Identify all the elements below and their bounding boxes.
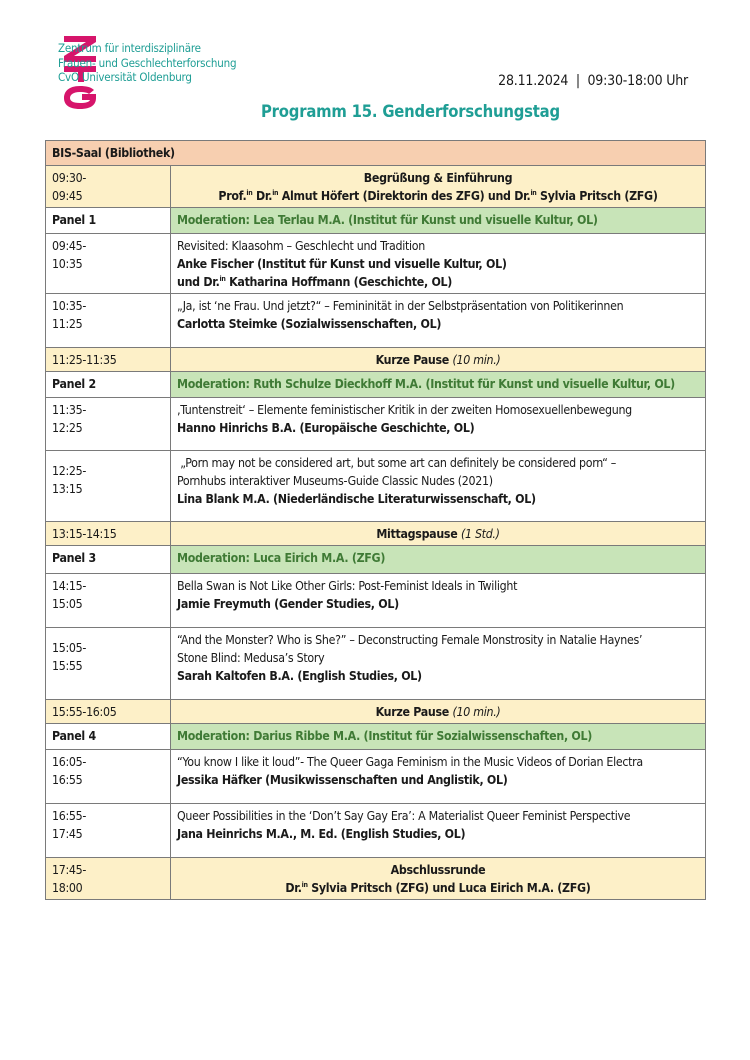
talk-content: [171, 294, 706, 348]
talk-content: [171, 804, 706, 858]
superscript: in: [246, 189, 253, 197]
break-content: [171, 348, 706, 372]
welcome-speakers: [177, 187, 699, 205]
talk-speaker: Anke Fischer (Institut für Kunst und visuelle Kultur, OL): [177, 257, 507, 271]
time-start: 16:55-: [52, 809, 87, 823]
talk-title: “You know I like it loud”- The Queer Gaga Feminism in the Music Videos of Dorian Electra: [177, 755, 643, 769]
time-start: 12:25-: [52, 464, 87, 478]
time-end: 15:05: [52, 597, 83, 611]
break-label: Kurze Pause: [375, 705, 449, 719]
panel-1-moderation: Moderation: Lea Terlau M.A. (Institut für Kunst und visuelle Kultur, OL): [171, 208, 706, 234]
talk-time: [46, 234, 171, 294]
speaker-text: Sylvia Pritsch (ZFG) und Luca Eirich M.A. (ZFG): [307, 881, 591, 895]
talk-time: [46, 628, 171, 700]
panel-1-label: Panel 1: [46, 208, 171, 234]
talk-title: Queer Possibilities in the ‘Don’t Say Gay Era’: A Materialist Queer Feminist Perspective: [177, 809, 631, 823]
superscript: in: [530, 189, 537, 197]
talk-row: [46, 628, 706, 700]
talk-time: [46, 294, 171, 348]
panel-4-label: Panel 4: [46, 724, 171, 750]
talk-title: „Porn may not be considered art, but some art can definitely be considered porn“ –: [177, 456, 616, 470]
break-duration: (10 min.): [452, 353, 501, 367]
panel-3-moderation: Moderation: Luca Eirich M.A. (ZFG): [171, 546, 706, 574]
superscript: in: [219, 275, 226, 283]
panel-1-moderation-row: [46, 208, 706, 234]
closing-speakers: [177, 879, 699, 897]
talk-content: [171, 750, 706, 804]
time-end: 13:15: [52, 482, 83, 496]
closing-row: [46, 858, 706, 900]
superscript: in: [301, 881, 308, 889]
time-end: 09:45: [52, 189, 83, 203]
logo-line-3: CvO Universität Oldenburg: [58, 70, 192, 84]
break-content: [171, 522, 706, 546]
speaker-text: und Dr.: [177, 275, 220, 289]
panel-3-label: Panel 3: [46, 546, 171, 574]
time-end: 10:35: [52, 257, 83, 271]
break-row: [46, 522, 706, 546]
welcome-time: [46, 166, 171, 208]
talk-time: [46, 804, 171, 858]
panel-4-moderation: Moderation: Darius Ribbe M.A. (Institut für Sozialwissenschaften, OL): [171, 724, 706, 750]
speaker-text: Dr.: [285, 881, 302, 895]
room-label: BIS-Saal (Bibliothek): [46, 141, 706, 166]
talk-content: [171, 451, 706, 522]
logo-text: [58, 41, 236, 85]
speaker-text: Katharina Hoffmann (Geschichte, OL): [225, 275, 453, 289]
break-time: 11:25-11:35: [46, 348, 171, 372]
break-duration: (1 Std.): [460, 527, 500, 541]
panel-2-moderation: Moderation: Ruth Schulze Dieckhoff M.A. (Institut für Kunst und visuelle Kultur, OL): [171, 372, 706, 398]
page-title: Programm 15. Genderforschungstag: [261, 102, 560, 121]
talk-content: [171, 628, 706, 700]
talk-row: [46, 750, 706, 804]
panel-2-label: Panel 2: [46, 372, 171, 398]
talk-title-line-2: Stone Blind: Medusa’s Story: [177, 651, 325, 665]
welcome-row: [46, 166, 706, 208]
time-end: 15:55: [52, 659, 83, 673]
time-start: 17:45-: [52, 863, 87, 877]
talk-speaker: Carlotta Steimke (Sozialwissenschaften, OL): [177, 317, 442, 331]
time-start: 15:05-: [52, 641, 87, 655]
talk-title: “And the Monster? Who is She?” – Deconstructing Female Monstrosity in Natalie Haynes’: [177, 633, 643, 647]
superscript: in: [272, 189, 279, 197]
time-start: 14:15-: [52, 579, 87, 593]
talk-row: [46, 574, 706, 628]
talk-content: [171, 234, 706, 294]
time-start: 11:35-: [52, 403, 87, 417]
talk-speaker: Jana Heinrichs M.A., M. Ed. (English Studies, OL): [177, 827, 466, 841]
talk-title-line-2: Pornhubs interaktiver Museums-Guide Classic Nudes (2021): [177, 474, 493, 488]
talk-title: ‚Tuntenstreit‘ – Elemente feministischer Kritik in der zweiten Homosexuellenbewegung: [177, 403, 632, 417]
room-row: [46, 141, 706, 166]
logo-line-2: Frauen- und Geschlechterforschung: [58, 55, 237, 70]
welcome-title: Begrüßung & Einführung: [363, 171, 513, 185]
time-end: 11:25: [52, 317, 83, 331]
closing-time: [46, 858, 171, 900]
program-table: [45, 140, 706, 900]
time-start: 16:05-: [52, 755, 87, 769]
talk-content: [171, 398, 706, 451]
time-start: 09:30-: [52, 171, 87, 185]
time-start: 10:35-: [52, 299, 87, 313]
welcome-content: [171, 166, 706, 208]
break-label: Mittagspause: [376, 527, 458, 541]
speaker-text: Prof.: [218, 189, 247, 203]
speaker-text: Almut Höfert (Direktorin des ZFG) und Dr.: [278, 189, 531, 203]
break-row: [46, 348, 706, 372]
talk-speaker: Jessika Häfker (Musikwissenschaften und Anglistik, OL): [177, 773, 508, 787]
talk-title: „Ja, ist ‘ne Frau. Und jetzt?“ – Femininität in der Selbstpräsentation von Politikerinnen: [177, 299, 624, 313]
talk-content: [171, 574, 706, 628]
talk-time: [46, 451, 171, 522]
break-row: [46, 700, 706, 724]
talk-speaker: Jamie Freymuth (Gender Studies, OL): [177, 597, 399, 611]
talk-time: [46, 574, 171, 628]
talk-speaker: Lina Blank M.A. (Niederländische Literaturwissenschaft, OL): [177, 492, 536, 506]
talk-row: [46, 398, 706, 451]
talk-title: Bella Swan is Not Like Other Girls: Post-Feminist Ideals in Twilight: [177, 579, 518, 593]
talk-speaker-2: [177, 273, 699, 291]
break-duration: (10 min.): [452, 705, 501, 719]
talk-row: [46, 234, 706, 294]
talk-time: [46, 398, 171, 451]
talk-row: [46, 804, 706, 858]
speaker-text: Dr.: [252, 189, 273, 203]
panel-3-moderation-row: [46, 546, 706, 574]
closing-content: [171, 858, 706, 900]
talk-row: [46, 451, 706, 522]
speaker-text: Sylvia Pritsch (ZFG): [536, 189, 658, 203]
panel-2-moderation-row: [46, 372, 706, 398]
time-end: 18:00: [52, 881, 83, 895]
time-end: 17:45: [52, 827, 83, 841]
talk-speaker: Hanno Hinrichs B.A. (Europäische Geschichte, OL): [177, 421, 475, 435]
closing-title: Abschlussrunde: [390, 863, 486, 877]
break-content: [171, 700, 706, 724]
break-label: Kurze Pause: [375, 353, 449, 367]
zfg-logo: [58, 34, 258, 114]
logo-line-1: Zentrum für interdisziplinäre: [58, 41, 201, 55]
time-end: 16:55: [52, 773, 83, 787]
break-time: 15:55-16:05: [46, 700, 171, 724]
talk-row: [46, 294, 706, 348]
time-start: 09:45-: [52, 239, 87, 253]
talk-title: Revisited: Klaasohm – Geschlecht und Tradition: [177, 239, 425, 253]
time-end: 12:25: [52, 421, 83, 435]
break-time: 13:15-14:15: [46, 522, 171, 546]
panel-4-moderation-row: [46, 724, 706, 750]
talk-speaker: Sarah Kaltofen B.A. (English Studies, OL): [177, 669, 422, 683]
talk-time: [46, 750, 171, 804]
event-date-time: 28.11.2024 | 09:30-18:00 Uhr: [498, 73, 688, 89]
